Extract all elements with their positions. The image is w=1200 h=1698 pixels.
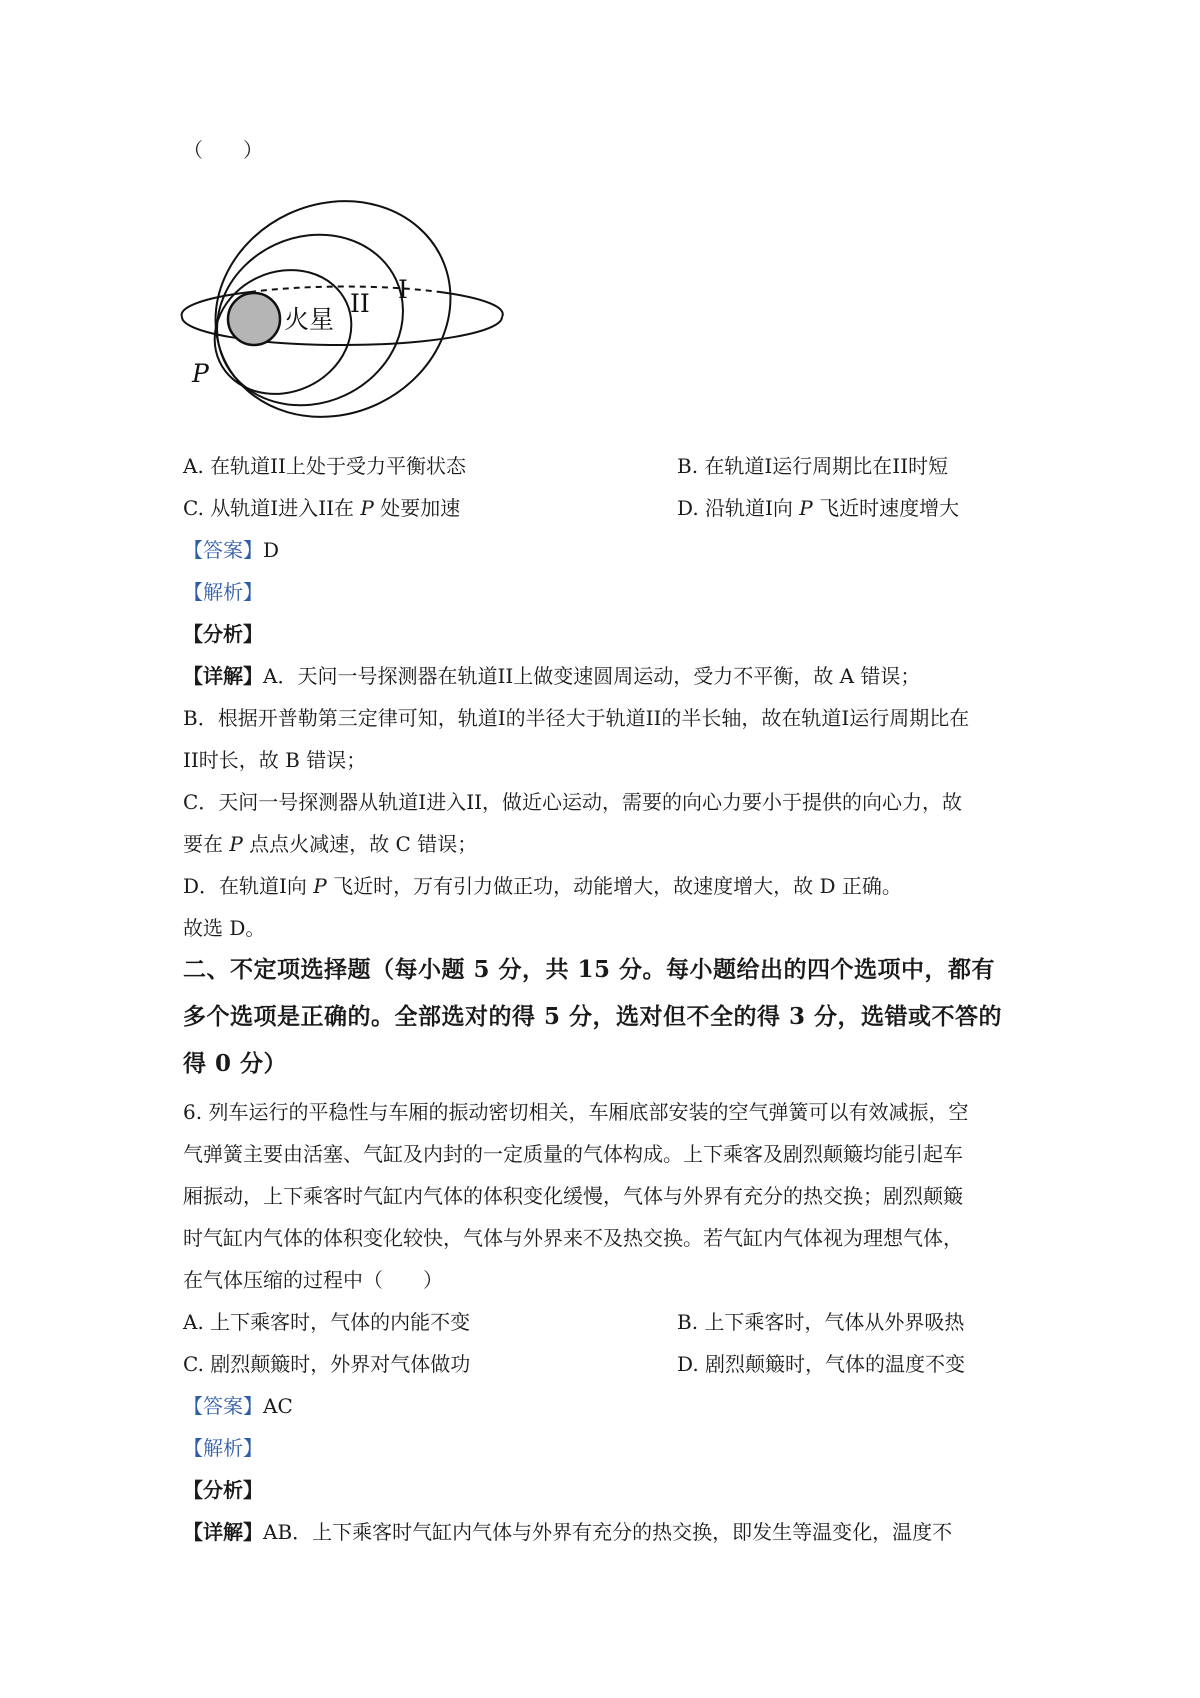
q6-fenxi-tag: 【分析】 [183, 1478, 263, 1502]
orbit-diagram [180, 192, 540, 432]
q6-answer-value: AC [263, 1394, 293, 1418]
q6-stem-line-1: 6. 列车运行的平稳性与车厢的振动密切相关，车厢底部安装的空气弹簧可以有效减振，空 [183, 1100, 969, 1124]
q5-option-c-post: 处要加速 [373, 496, 461, 520]
point-p-label: P [192, 359, 209, 388]
q5-answer-value: D [263, 538, 280, 562]
q5-detail-line-1: 【详解】A．天问一号探测器在轨道II上做变速圆周运动，受力不平衡，故 A 错误； [183, 664, 921, 688]
section2-heading-line-1: 二、不定项选择题（每小题 5 分，共 15 分。每小题给出的四个选项中，都有 [183, 956, 996, 983]
q5-detail-line-3: II时长，故 B 错误； [183, 748, 367, 772]
q6-detail-line-1: 【详解】AB．上下乘客时气缸内气体与外界有充分的热交换，即发生等温变化，温度不 [183, 1520, 953, 1544]
q5-option-d-var: P [799, 496, 813, 520]
q5-option-c-pre: C. 从轨道I进入II在 [183, 496, 361, 520]
section2-heading-line-3: 得 0 分） [183, 1050, 288, 1077]
q6-option-b: B. 上下乘客时，气体从外界吸热 [677, 1310, 965, 1334]
q6-answer-tag: 【答案】 [183, 1394, 263, 1418]
q5-option-c [183, 494, 460, 522]
q5-answer-tag: 【答案】 [183, 538, 263, 562]
orbit-inner [194, 248, 372, 416]
q6-option-a: A. 上下乘客时，气体的内能不变 [183, 1310, 471, 1334]
q5-detail-line-2: B．根据开普勒第三定律可知，轨道I的半径大于轨道II的半长轴，故在轨道I运行周期比在 [183, 706, 970, 730]
planet-label: 火星 [284, 305, 335, 334]
q6-stem-line-5: 在气体压缩的过程中（ ） [183, 1268, 443, 1292]
q6-detail-tag: 【详解】 [183, 1520, 263, 1544]
q5-fenxi-tag: 【分析】 [183, 622, 263, 646]
section2-heading-line-2: 多个选项是正确的。全部选对的得 5 分，选对但不全的得 3 分，选错或不答的 [183, 1003, 1003, 1030]
q6-stem-line-3: 厢振动，上下乘客时气缸内气体的体积变化缓慢，气体与外界有充分的热交换；剧烈颠簸 [183, 1184, 963, 1208]
q5-answer [183, 536, 279, 564]
q5-detail-line-5: 要在 P 点点火减速，故 C 错误； [183, 832, 478, 856]
q5-detail-line-4: C．天问一号探测器从轨道I进入II，做近心运动，需要的向心力要小于提供的向心力，故 [183, 790, 963, 814]
orbit-1-label: I [398, 275, 408, 304]
q6-stem-line-2: 气弹簧主要由活塞、气缸及内封的一定质量的气体构成。上下乘客及剧烈颠簸均能引起车 [183, 1142, 963, 1166]
q5-option-d-pre: D. 沿轨道I向 [677, 496, 800, 520]
q5-detail-line-7: 故选 D。 [183, 916, 266, 940]
q6-answer [183, 1392, 293, 1420]
q5-option-b: B. 在轨道I运行周期比在II时短 [677, 454, 949, 478]
equator-ellipse-back-dashed [250, 287, 440, 292]
q6-stem-line-4: 时气缸内气体的体积变化较快，气体与外界来不及热交换。若气缸内气体视为理想气体， [183, 1226, 963, 1250]
q5-detail-tag: 【详解】 [183, 664, 263, 688]
q6-option-d: D. 剧烈颠簸时，气体的温度不变 [677, 1352, 966, 1376]
q5-stem-tail: （ ） [183, 138, 263, 162]
q6-analysis-tag: 【解析】 [183, 1436, 263, 1460]
q5-option-a: A. 在轨道II上处于受力平衡状态 [183, 454, 466, 478]
q5-option-c-var: P [360, 496, 374, 520]
q6-option-c: C. 剧烈颠簸时，外界对气体做功 [183, 1352, 471, 1376]
q5-analysis-tag: 【解析】 [183, 580, 263, 604]
q5-option-d [677, 494, 959, 522]
q5-detail-line-6: D．在轨道I向 P 飞近时，万有引力做正功，动能增大，故速度增大，故 D 正确。 [183, 874, 902, 898]
q5-option-d-post: 飞近时速度增大 [812, 496, 960, 520]
orbit-2-label: II [350, 289, 370, 318]
mars-planet [228, 293, 280, 345]
